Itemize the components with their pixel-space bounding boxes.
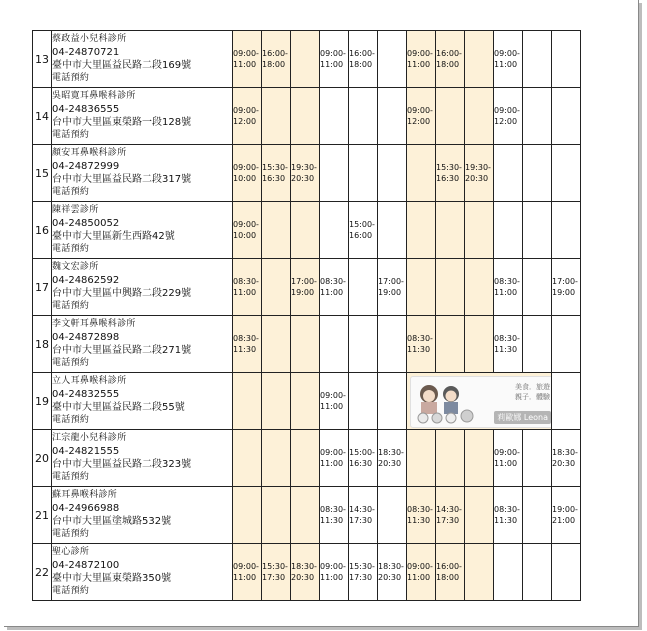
clinic-address: 臺中市大里區益民路二段55號 — [52, 402, 185, 413]
slot-end-time: 11:00 — [407, 60, 431, 69]
time-slot — [465, 316, 494, 373]
time-slot — [378, 202, 407, 259]
time-slot — [436, 145, 465, 202]
clinic-address: 台中市大里區益民路二段317號 — [52, 174, 192, 185]
time-slot — [291, 373, 320, 430]
slot-end-time: 18:00 — [436, 60, 460, 69]
clinic-address: 台中市大里區塗城路532號 — [52, 516, 172, 527]
time-slot — [320, 259, 349, 316]
time-slot — [523, 430, 552, 487]
clinic-row — [33, 316, 581, 373]
clinic-phone: 04-24850052 — [52, 218, 120, 229]
time-slot — [552, 145, 581, 202]
time-slot — [552, 316, 581, 373]
time-slot — [291, 316, 320, 373]
slot-start-time: 18:30- — [291, 562, 317, 571]
reservation-method: 電話預約 — [52, 73, 90, 83]
time-slot — [349, 202, 378, 259]
time-slot — [233, 430, 262, 487]
slot-start-time: 08:30- — [320, 277, 346, 286]
slot-start-time: 08:30- — [233, 277, 259, 286]
time-slot — [233, 259, 262, 316]
time-slot — [465, 487, 494, 544]
slot-end-time: 16:30 — [436, 174, 460, 183]
clinic-row — [33, 88, 581, 145]
time-slot — [465, 430, 494, 487]
clinic-info — [52, 316, 233, 373]
slot-start-time: 09:00- — [494, 49, 520, 58]
clinic-info — [52, 145, 233, 202]
time-slot — [262, 202, 291, 259]
clinic-name: 蘇耳鼻喉科診所 — [52, 490, 118, 500]
slot-end-time: 16:30 — [349, 459, 373, 468]
time-slot — [262, 430, 291, 487]
time-slot — [291, 430, 320, 487]
time-slot — [291, 145, 320, 202]
slot-end-time: 11:00 — [494, 459, 518, 468]
time-slot — [291, 487, 320, 544]
time-slot — [233, 145, 262, 202]
time-slot — [523, 31, 552, 88]
row-number: 16 — [33, 202, 52, 259]
slot-start-time: 18:30- — [552, 448, 578, 457]
time-slot — [378, 88, 407, 145]
row-number: 22 — [33, 544, 52, 601]
clinic-phone: 04-24832555 — [52, 389, 120, 400]
slot-start-time: 09:00- — [407, 106, 433, 115]
time-slot — [465, 544, 494, 601]
slot-start-time: 08:30- — [494, 334, 520, 343]
time-slot — [523, 259, 552, 316]
time-slot — [349, 544, 378, 601]
time-slot — [436, 88, 465, 145]
slot-start-time: 09:00- — [320, 448, 346, 457]
slot-start-time: 17:00- — [378, 277, 404, 286]
slot-start-time: 09:00- — [233, 562, 259, 571]
slot-end-time: 19:00 — [378, 288, 402, 297]
clinic-name: 聖心診所 — [52, 547, 90, 557]
time-slot — [349, 487, 378, 544]
clinic-name: 江宗龍小兒科診所 — [52, 433, 127, 443]
slot-start-time: 09:00- — [320, 562, 346, 571]
row-number: 13 — [33, 31, 52, 88]
clinic-name: 顏安耳鼻喉科診所 — [52, 148, 127, 158]
clinic-address: 臺中市大里區益民路二段169號 — [52, 60, 192, 71]
time-slot — [465, 145, 494, 202]
time-slot — [233, 31, 262, 88]
time-slot — [233, 544, 262, 601]
reservation-method: 電話預約 — [52, 586, 90, 596]
time-slot — [320, 487, 349, 544]
time-slot — [320, 145, 349, 202]
slot-end-time: 12:00 — [407, 117, 431, 126]
cats-illustration-icon — [413, 380, 483, 424]
slot-start-time: 15:00- — [349, 220, 375, 229]
slot-end-time: 11:30 — [233, 345, 257, 354]
slot-end-time: 18:00 — [349, 60, 373, 69]
slot-start-time: 15:30- — [262, 562, 288, 571]
slot-end-time: 21:00 — [552, 516, 576, 525]
time-slot — [436, 544, 465, 601]
clinic-name: 李文軒耳鼻喉科診所 — [52, 319, 136, 329]
clinic-phone: 04-24870721 — [52, 47, 120, 58]
slot-end-time: 17:30 — [436, 516, 460, 525]
row-number: 18 — [33, 316, 52, 373]
time-slot — [349, 430, 378, 487]
slot-end-time: 11:00 — [320, 573, 344, 582]
time-slot — [407, 430, 436, 487]
clinic-info — [52, 544, 233, 601]
slot-end-time: 11:00 — [233, 573, 257, 582]
watermark-brand: 莉歐娜 Leona — [494, 411, 551, 424]
time-slot — [552, 259, 581, 316]
time-slot — [465, 202, 494, 259]
time-slot — [494, 31, 523, 88]
slot-end-time: 11:00 — [320, 288, 344, 297]
time-slot — [523, 145, 552, 202]
time-slot — [407, 487, 436, 544]
time-slot — [320, 316, 349, 373]
row-number: 17 — [33, 259, 52, 316]
slot-start-time: 18:30- — [378, 448, 404, 457]
time-slot — [552, 88, 581, 145]
time-slot — [552, 430, 581, 487]
slot-start-time: 16:00- — [349, 49, 375, 58]
time-slot — [494, 88, 523, 145]
time-slot — [349, 259, 378, 316]
slot-end-time: 19:00 — [552, 288, 576, 297]
clinic-info — [52, 259, 233, 316]
slot-end-time: 11:30 — [407, 516, 431, 525]
clinic-row — [33, 373, 581, 430]
slot-start-time: 08:30- — [494, 277, 520, 286]
time-slot — [494, 259, 523, 316]
time-slot — [262, 31, 291, 88]
slot-end-time: 11:00 — [320, 459, 344, 468]
time-slot — [262, 316, 291, 373]
watermark-tagline-2: 親子．體驗 — [515, 393, 550, 401]
clinic-phone: 04-24872100 — [52, 560, 120, 571]
reservation-method: 電話預約 — [52, 472, 90, 482]
row-number: 21 — [33, 487, 52, 544]
document-page — [4, 0, 639, 627]
clinic-info — [52, 31, 233, 88]
time-slot — [436, 202, 465, 259]
time-slot — [407, 88, 436, 145]
time-slot — [378, 31, 407, 88]
clinic-address: 台中市大里區東榮路一段128號 — [52, 117, 192, 128]
slot-end-time: 10:00 — [233, 174, 257, 183]
time-slot — [262, 487, 291, 544]
clinic-phone: 04-24821555 — [52, 446, 120, 457]
time-slot — [436, 259, 465, 316]
slot-end-time: 11:30 — [494, 345, 518, 354]
time-slot — [262, 373, 291, 430]
slot-start-time: 09:00- — [233, 49, 259, 58]
blog-watermark — [410, 376, 552, 428]
time-slot — [378, 544, 407, 601]
row-number: 15 — [33, 145, 52, 202]
time-slot — [494, 487, 523, 544]
time-slot — [320, 31, 349, 88]
time-slot — [523, 202, 552, 259]
slot-end-time: 11:30 — [494, 516, 518, 525]
clinic-row — [33, 202, 581, 259]
slot-start-time: 09:00- — [233, 163, 259, 172]
time-slot — [320, 430, 349, 487]
slot-start-time: 19:30- — [291, 163, 317, 172]
slot-end-time: 12:00 — [494, 117, 518, 126]
slot-end-time: 12:00 — [233, 117, 257, 126]
clinic-row — [33, 487, 581, 544]
slot-start-time: 17:00- — [552, 277, 578, 286]
time-slot — [320, 202, 349, 259]
time-slot — [523, 316, 552, 373]
time-slot — [552, 544, 581, 601]
watermark-tagline-1: 美食．旅遊 — [515, 383, 550, 391]
clinic-name: 陳祥雲診所 — [52, 205, 99, 215]
time-slot — [320, 373, 349, 430]
time-slot — [494, 145, 523, 202]
slot-start-time: 14:30- — [349, 505, 375, 514]
slot-end-time: 18:00 — [436, 573, 460, 582]
slot-start-time: 09:00- — [494, 106, 520, 115]
reservation-method: 電話預約 — [52, 187, 90, 197]
time-slot — [378, 316, 407, 373]
slot-end-time: 11:00 — [407, 573, 431, 582]
clinic-row — [33, 544, 581, 601]
slot-start-time: 08:30- — [407, 334, 433, 343]
slot-end-time: 11:30 — [407, 345, 431, 354]
time-slot — [291, 31, 320, 88]
time-slot — [494, 430, 523, 487]
slot-end-time: 17:30 — [262, 573, 286, 582]
time-slot — [407, 316, 436, 373]
time-slot — [233, 88, 262, 145]
time-slot — [436, 316, 465, 373]
slot-end-time: 20:30 — [552, 459, 576, 468]
clinic-address: 臺中市大里區東榮路350號 — [52, 573, 172, 584]
time-slot — [552, 31, 581, 88]
clinic-info — [52, 373, 233, 430]
time-slot — [552, 487, 581, 544]
time-slot — [291, 88, 320, 145]
time-slot — [436, 487, 465, 544]
slot-end-time: 20:30 — [465, 174, 489, 183]
slot-start-time: 09:00- — [233, 106, 259, 115]
time-slot — [349, 145, 378, 202]
time-slot — [494, 544, 523, 601]
slot-end-time: 16:30 — [262, 174, 286, 183]
slot-end-time: 11:00 — [233, 288, 257, 297]
time-slot — [523, 487, 552, 544]
time-slot — [349, 31, 378, 88]
time-slot — [407, 259, 436, 316]
time-slot — [320, 88, 349, 145]
time-slot — [407, 544, 436, 601]
time-slot — [291, 259, 320, 316]
slot-start-time: 09:00- — [320, 49, 346, 58]
slot-end-time: 20:30 — [291, 573, 315, 582]
slot-end-time: 11:00 — [233, 60, 257, 69]
slot-end-time: 17:30 — [349, 516, 373, 525]
slot-end-time: 19:00 — [291, 288, 315, 297]
clinic-row — [33, 145, 581, 202]
time-slot — [349, 88, 378, 145]
time-slot — [378, 373, 407, 430]
time-slot — [378, 430, 407, 487]
time-slot — [262, 259, 291, 316]
slot-end-time: 17:30 — [349, 573, 373, 582]
slot-start-time: 08:30- — [494, 505, 520, 514]
reservation-method: 電話預約 — [52, 529, 90, 539]
time-slot — [465, 88, 494, 145]
slot-end-time: 11:00 — [494, 60, 518, 69]
clinic-info — [52, 202, 233, 259]
slot-end-time: 20:30 — [378, 459, 402, 468]
time-slot — [291, 544, 320, 601]
slot-start-time: 16:00- — [436, 49, 462, 58]
clinic-phone: 04-24966988 — [52, 503, 120, 514]
time-slot — [233, 316, 262, 373]
reservation-method: 電話預約 — [52, 244, 90, 254]
time-slot — [407, 373, 552, 430]
row-number: 19 — [33, 373, 52, 430]
slot-end-time: 10:00 — [233, 231, 257, 240]
slot-start-time: 15:30- — [262, 163, 288, 172]
slot-start-time: 19:00- — [552, 505, 578, 514]
time-slot — [262, 88, 291, 145]
clinic-info — [52, 88, 233, 145]
slot-start-time: 09:00- — [320, 391, 346, 400]
reservation-method: 電話預約 — [52, 130, 90, 140]
slot-start-time: 18:30- — [378, 562, 404, 571]
clinic-phone: 04-24862592 — [52, 275, 120, 286]
slot-end-time: 16:00 — [349, 231, 373, 240]
slot-start-time: 19:30- — [465, 163, 491, 172]
clinic-name: 蔡政益小兒科診所 — [52, 34, 127, 44]
slot-start-time: 15:30- — [349, 562, 375, 571]
slot-end-time: 11:00 — [494, 288, 518, 297]
time-slot — [378, 259, 407, 316]
time-slot — [465, 31, 494, 88]
clinic-row — [33, 430, 581, 487]
time-slot — [552, 373, 581, 430]
time-slot — [407, 31, 436, 88]
time-slot — [320, 544, 349, 601]
slot-start-time: 08:30- — [407, 505, 433, 514]
slot-start-time: 15:30- — [436, 163, 462, 172]
time-slot — [233, 487, 262, 544]
time-slot — [233, 202, 262, 259]
time-slot — [378, 145, 407, 202]
slot-end-time: 20:30 — [378, 573, 402, 582]
time-slot — [349, 373, 378, 430]
time-slot — [494, 202, 523, 259]
time-slot — [523, 88, 552, 145]
clinic-info — [52, 487, 233, 544]
time-slot — [465, 259, 494, 316]
clinic-row — [33, 259, 581, 316]
time-slot — [233, 373, 262, 430]
slot-end-time: 11:00 — [320, 60, 344, 69]
clinic-address: 台中市大里區中興路二段229號 — [52, 288, 192, 299]
clinic-phone: 04-24836555 — [52, 104, 120, 115]
time-slot — [523, 544, 552, 601]
slot-end-time: 18:00 — [262, 60, 286, 69]
time-slot — [262, 544, 291, 601]
clinic-address: 台中市大里區益民路二段271號 — [52, 345, 192, 356]
clinic-schedule-table — [32, 30, 581, 601]
slot-start-time: 09:00- — [494, 448, 520, 457]
clinic-name: 魏文宏診所 — [52, 262, 99, 272]
slot-start-time: 14:30- — [436, 505, 462, 514]
time-slot — [436, 31, 465, 88]
clinic-name: 吳昭寛耳鼻喉科診所 — [52, 91, 136, 101]
slot-start-time: 15:00- — [349, 448, 375, 457]
time-slot — [291, 202, 320, 259]
reservation-method: 電話預約 — [52, 301, 90, 311]
slot-start-time: 08:30- — [233, 334, 259, 343]
reservation-method: 電話預約 — [52, 358, 90, 368]
clinic-name: 立人耳鼻喉科診所 — [52, 376, 127, 386]
clinic-info — [52, 430, 233, 487]
clinic-phone: 04-24872999 — [52, 161, 120, 172]
slot-start-time: 16:00- — [436, 562, 462, 571]
slot-start-time: 09:00- — [407, 562, 433, 571]
time-slot — [552, 202, 581, 259]
slot-end-time: 11:30 — [320, 516, 344, 525]
slot-end-time: 11:00 — [320, 402, 344, 411]
clinic-phone: 04-24872898 — [52, 332, 120, 343]
row-number: 20 — [33, 430, 52, 487]
slot-end-time: 20:30 — [291, 174, 315, 183]
time-slot — [494, 316, 523, 373]
time-slot — [407, 202, 436, 259]
time-slot — [378, 487, 407, 544]
time-slot — [349, 316, 378, 373]
clinic-address: 臺中市大里區新生西路42號 — [52, 231, 175, 242]
slot-start-time: 09:00- — [407, 49, 433, 58]
row-number: 14 — [33, 88, 52, 145]
clinic-address: 台中市大里區益民路二段323號 — [52, 459, 192, 470]
clinic-row — [33, 31, 581, 88]
slot-start-time: 08:30- — [320, 505, 346, 514]
time-slot — [407, 145, 436, 202]
slot-start-time: 09:00- — [233, 220, 259, 229]
slot-start-time: 17:00- — [291, 277, 317, 286]
slot-start-time: 16:00- — [262, 49, 288, 58]
reservation-method: 電話預約 — [52, 415, 90, 425]
schedule-body — [33, 31, 581, 601]
time-slot — [262, 145, 291, 202]
time-slot — [436, 430, 465, 487]
